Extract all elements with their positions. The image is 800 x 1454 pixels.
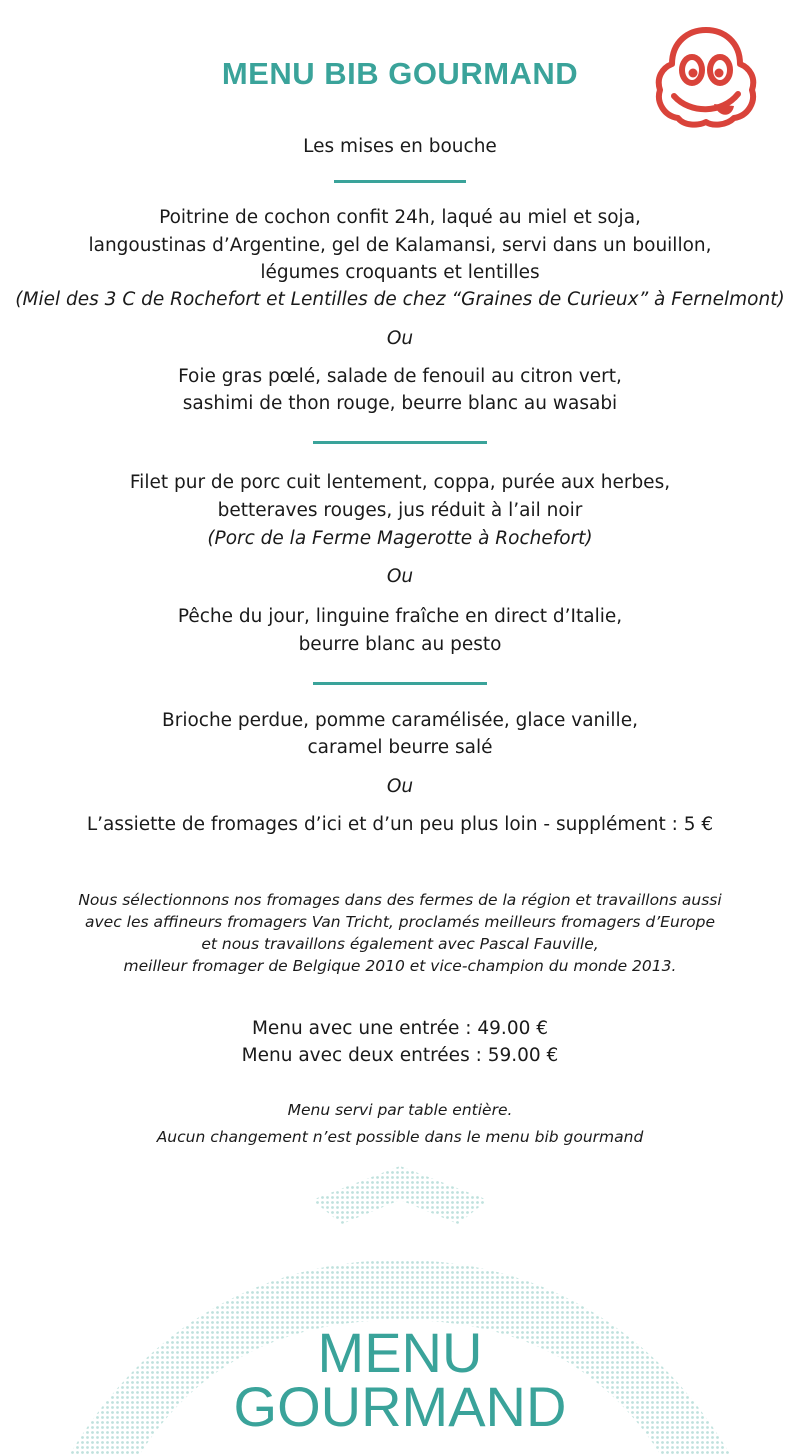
amuse-bouche: Les mises en bouche xyxy=(303,136,497,157)
bibendum-logo-icon xyxy=(652,22,760,128)
course3-option1-line2: caramel beurre salé xyxy=(307,737,493,758)
course1-option1-note: (Miel des 3 C de Rochefort et Lentilles de chez “Graines de Curieux” à Fernelmont) xyxy=(15,289,785,310)
bottom-title-line2: GOURMAND xyxy=(233,1375,567,1438)
price-two-starters: Menu avec deux entrées : 59.00 € xyxy=(241,1045,559,1066)
cheese-note-line4: meilleur fromager de Belgique 2010 et vice-champion du monde 2013. xyxy=(123,957,677,975)
course1-option1-line3: légumes croquants et lentilles xyxy=(260,262,540,283)
cheese-note-line2: avec les affineurs fromagers Van Tricht, proclamés meilleurs fromagers d’Europe xyxy=(84,913,715,931)
menu-title: MENU BIB GOURMAND xyxy=(221,56,579,91)
footer-note-line2: Aucun changement n’est possible dans le menu bib gourmand xyxy=(156,1128,644,1146)
course1-option2-line2: sashimi de thon rouge, beurre blanc au wasabi xyxy=(182,393,618,414)
course2-option1-line1: Filet pur de porc cuit lentement, coppa, purée aux herbes, xyxy=(129,472,671,493)
course3-option2: L’assiette de fromages d’ici et d’un peu plus loin - supplément : 5 € xyxy=(86,814,714,835)
course2-or: Ou xyxy=(386,566,414,587)
cheese-note-line3: et nous travaillons également avec Pascal Fauville, xyxy=(201,935,599,953)
separator-3 xyxy=(313,682,487,685)
footer-note-line1: Menu servi par table entière. xyxy=(287,1101,513,1119)
course1-option1-line1: Poitrine de cochon confit 24h, laqué au miel et soja, xyxy=(159,207,641,228)
course1-option2-line1: Foie gras pœlé, salade de fenouil au citron vert, xyxy=(178,366,622,387)
course2-option2-line2: beurre blanc au pesto xyxy=(298,634,502,655)
bottom-title-line1: MENU xyxy=(317,1321,483,1384)
cheese-note-line1: Nous sélectionnons nos fromages dans des fermes de la région et travaillons aussi xyxy=(78,891,722,909)
course1-option1-line2: langoustinas d’Argentine, gel de Kalamansi, servi dans un bouillon, xyxy=(88,235,712,256)
course2-option1-note: (Porc de la Ferme Magerotte à Rochefort) xyxy=(207,528,593,549)
course1-or: Ou xyxy=(386,328,414,349)
course2-option2-line1: Pêche du jour, linguine fraîche en direct d’Italie, xyxy=(177,606,623,627)
separator-2 xyxy=(313,441,487,444)
course3-option1-line1: Brioche perdue, pomme caramélisée, glace vanille, xyxy=(162,710,638,731)
course2-option1-line2: betteraves rouges, jus réduit à l’ail noir xyxy=(217,500,583,521)
separator-1 xyxy=(334,180,466,183)
course3-or: Ou xyxy=(386,776,414,797)
price-one-starter: Menu avec une entrée : 49.00 € xyxy=(251,1018,549,1039)
